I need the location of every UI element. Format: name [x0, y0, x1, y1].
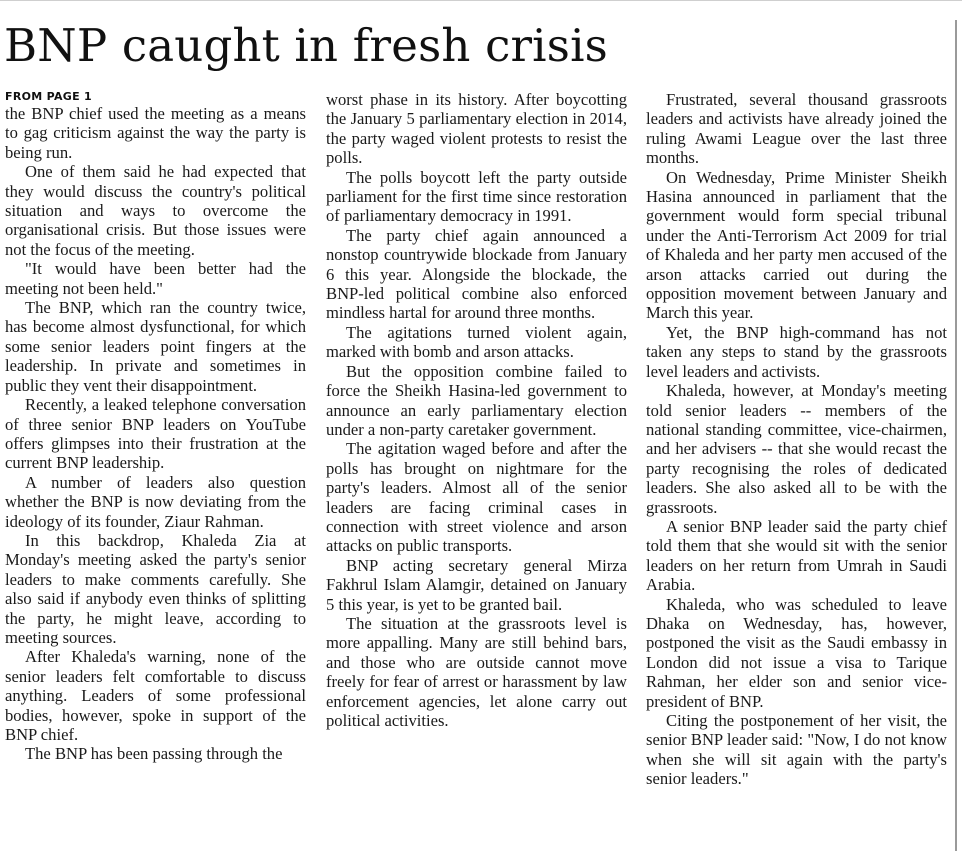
article-column-2 — [326, 90, 627, 730]
paragraph: After Khaleda's warning, none of the senior leaders felt comfortable to discuss anything. Leaders of some professional bodies, however, spoke in support of the BNP chief. — [5, 647, 306, 744]
paragraph: The agitation waged before and after the polls has brought on nightmare for the party's leaders. Almost all of the senior leaders are facing criminal cases in connection with street violence and arson attacks on public transports. — [326, 439, 627, 556]
paragraph: The BNP has been passing through the — [25, 744, 283, 764]
paragraph: A number of leaders also question whether the BNP is now deviating from the ideology of its founder, Ziaur Rahman. — [5, 472, 306, 531]
paragraph: Recently, a leaked telephone conversation of three senior BNP leaders on YouTube offers glimpses into their frustration at the current BNP leadership. — [5, 395, 306, 473]
paragraph: The party chief again announced a nonstop countrywide blockade from January 6 this year. Alongside the blockade, the BNP-led political combine also enforced mindless hartal for around three months. — [326, 225, 627, 323]
column-edge-rule — [955, 20, 957, 851]
paragraph: Frustrated, several thousand grassroots leaders and activists have already joined the ruling Awami League over the last three months. — [646, 90, 947, 168]
paragraph: In this backdrop, Khaleda Zia at Monday's meeting asked the party's senior leaders to make comments carefully. She also said if anybody even thinks of splitting the party, he might leave, according to meeting sources. — [5, 530, 306, 647]
paragraph: The agitations turned violent again, marked with bomb and arson attacks. — [326, 322, 627, 362]
paragraph: The BNP, which ran the country twice, has become almost dysfunctional, for which some senior leaders point fingers at the leadership. In private and sometimes in public they vent their disappointment. — [5, 298, 306, 395]
paragraph: Citing the postponement of her visit, the senior BNP leader said: "Now, I do not know when she will sit again with the party's senior leaders." — [646, 711, 947, 789]
paragraph: Khaleda, however, at Monday's meeting told senior leaders -- members of the national standing committee, vice-chairmen, and her advisers -- that she would recast the party recognising the roles of dedicated leaders. She also asked all to be with the grassroots. — [646, 381, 947, 517]
paragraph: the BNP chief used the meeting as a means to gag criticism against the way the party is being run. — [5, 104, 306, 162]
article-column-3 — [646, 90, 947, 789]
paragraph: BNP acting secretary general Mirza Fakhrul Islam Alamgir, detained on January 5 this year, is yet to be granted bail. — [326, 555, 627, 614]
article-column-1 — [5, 90, 306, 764]
paragraph: "It would have been better had the meeting not been held." — [5, 259, 306, 298]
kicker-from-page-1: FROM PAGE 1 — [5, 90, 93, 103]
paragraph: Khaleda, who was scheduled to leave Dhaka on Wednesday, has, however, postponed the visit as the Saudi embassy in London did not issue a visa to Tarique Rahman, her elder son and senior vice-president of BNP. — [646, 594, 947, 711]
top-rule — [0, 0, 962, 1]
paragraph: But the opposition combine failed to force the Sheikh Hasina-led government to announce an early parliamentary election under a non-party caretaker government. — [326, 361, 627, 439]
paragraph: A senior BNP leader said the party chief told them that she would sit with the senior leaders on her return from Umrah in Saudi Arabia. — [646, 516, 947, 595]
paragraph: On Wednesday, Prime Minister Sheikh Hasina announced in parliament that the government would form special tribunal under the Anti-Terrorism Act 2009 for trial of Khaleda and her party men accused of the arson attacks carried out during the opposition movement between January and March this year. — [646, 167, 947, 323]
paragraph: Yet, the BNP high-command has not taken any steps to stand by the grassroots level leaders and activists. — [646, 322, 947, 381]
headline: BNP caught in fresh crisis — [4, 19, 608, 72]
paragraph: The situation at the grassroots level is more appalling. Many are still behind bars, and those who are outside cannot move freely for fear of arrest or harassment by law enforcement agencies, let alone carry out political activities. — [326, 613, 627, 730]
paragraph: The polls boycott left the party outside parliament for the first time since restoration of parliamentary democracy in 1991. — [326, 167, 627, 226]
paragraph: One of them said he had expected that they would discuss the country's political situation and ways to overcome the organisational crisis. But those issues were not the focus of the meeting. — [5, 162, 306, 259]
paragraph: worst phase in its history. After boycotting the January 5 parliamentary election in 2014, the party waged violent protests to resist the polls. — [326, 90, 627, 168]
